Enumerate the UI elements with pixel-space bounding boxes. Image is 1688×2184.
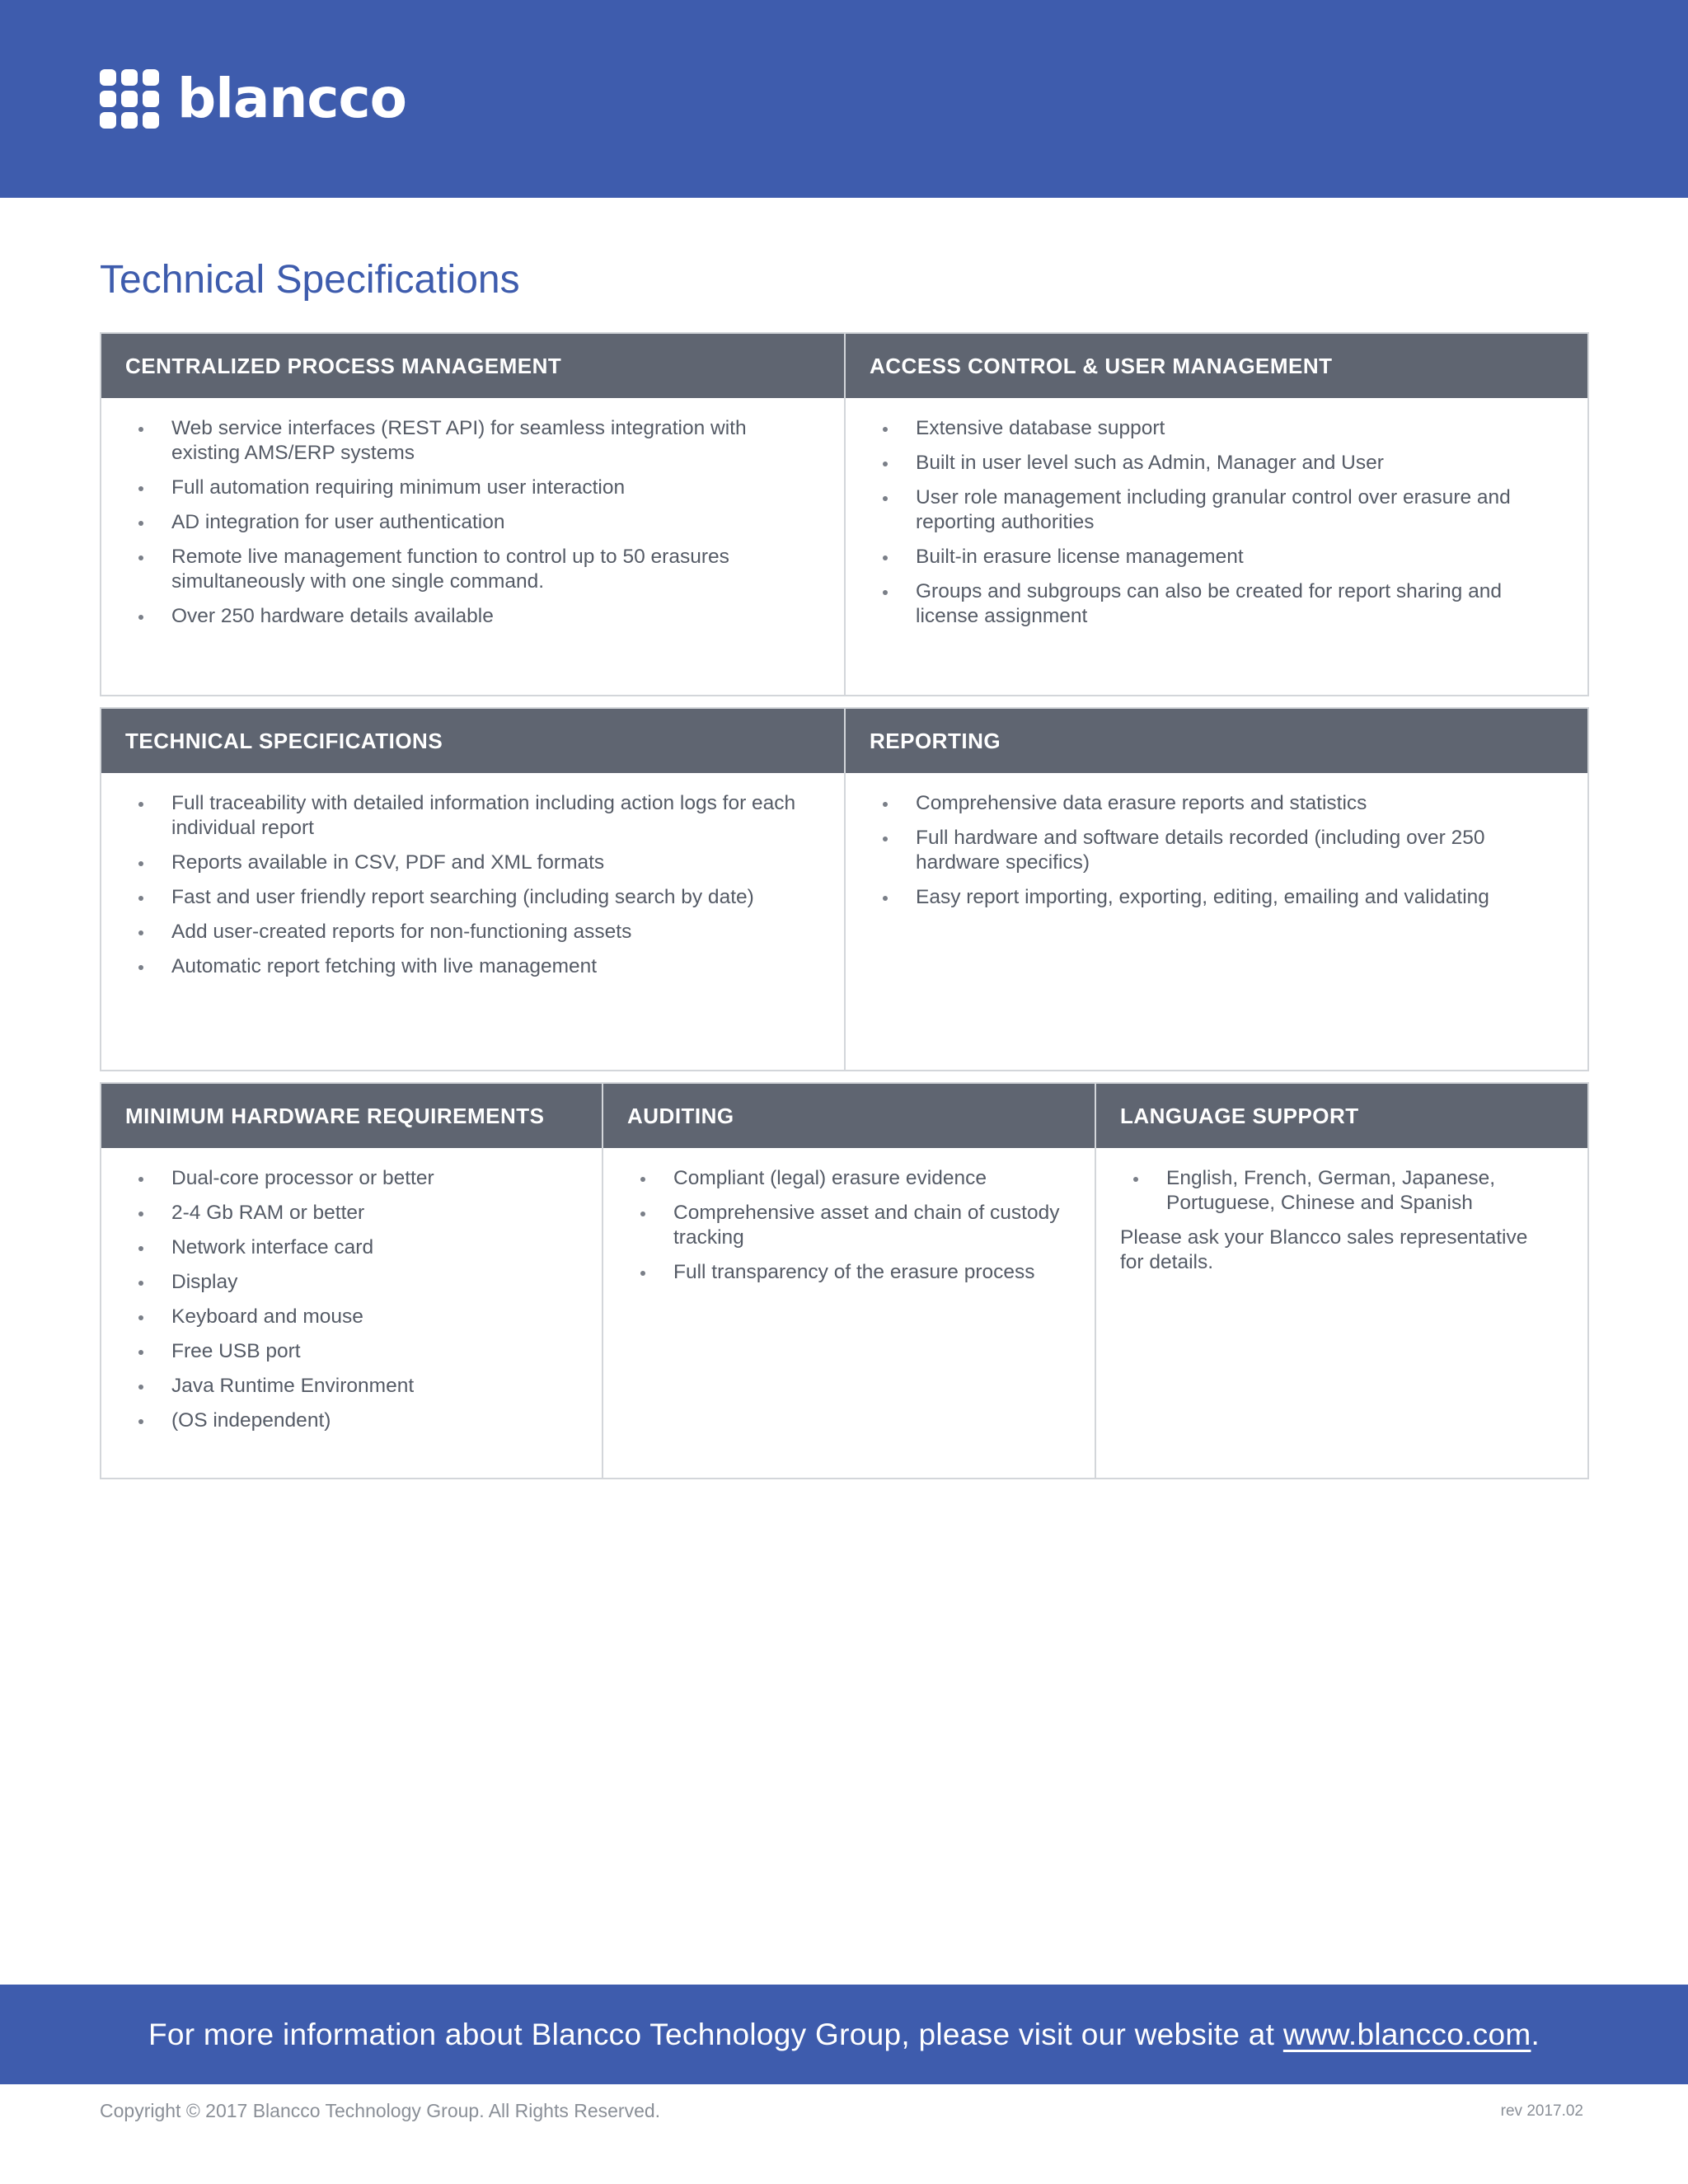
- list-item: Built-in erasure license management: [881, 545, 1554, 569]
- list-item: Add user-created reports for non-functioning assets: [137, 920, 811, 944]
- list-item: Network interface card: [137, 1235, 569, 1260]
- list-item: Web service interfaces (REST API) for seamless integration with existing AMS/ERP systems: [137, 416, 811, 466]
- spec-row-2: [100, 707, 1589, 1071]
- panel-title: LANGUAGE SUPPORT: [1096, 1084, 1587, 1148]
- list-item: (OS independent): [137, 1408, 569, 1433]
- page-title: Technical Specifications: [100, 258, 520, 302]
- list-item: Dual-core processor or better: [137, 1166, 569, 1191]
- panel-title: AUDITING: [603, 1084, 1095, 1148]
- panel-title: REPORTING: [846, 709, 1587, 773]
- feature-list: [137, 791, 811, 979]
- list-item: Reports available in CSV, PDF and XML formats: [137, 851, 811, 875]
- revision-label: rev 2017.02: [1500, 2102, 1583, 2120]
- list-item: Groups and subgroups can also be created for report sharing and license assignment: [881, 579, 1554, 629]
- footer-period: .: [1531, 2017, 1540, 2051]
- list-item: Full traceability with detailed information including action logs for each individual report: [137, 791, 811, 841]
- list-item: Full automation requiring minimum user interaction: [137, 476, 811, 500]
- list-item: Remote live management function to control up to 50 erasures simultaneously with one single command.: [137, 545, 811, 594]
- list-item: English, French, German, Japanese, Portuguese, Chinese and Spanish: [1132, 1166, 1554, 1216]
- list-item: Java Runtime Environment: [137, 1374, 569, 1399]
- list-item: Automatic report fetching with live management: [137, 954, 811, 979]
- panel-title: ACCESS CONTROL & USER MANAGEMENT: [846, 334, 1587, 398]
- list-item: Built in user level such as Admin, Manager and User: [881, 451, 1554, 476]
- panel-centralized-process-management: [101, 334, 846, 695]
- feature-list: [881, 416, 1554, 629]
- panel-reporting: [846, 709, 1587, 1070]
- list-item: 2-4 Gb RAM or better: [137, 1201, 569, 1226]
- list-item: Full transparency of the erasure process: [639, 1260, 1062, 1285]
- panel-title: CENTRALIZED PROCESS MANAGEMENT: [101, 334, 844, 398]
- logo-text: blancco: [177, 67, 406, 130]
- panel-auditing: [603, 1084, 1096, 1478]
- footer-text: For more information about Blancco Technology Group, please visit our website at: [148, 2017, 1283, 2051]
- panel-access-control: [846, 334, 1587, 695]
- list-item: Compliant (legal) erasure evidence: [639, 1166, 1062, 1191]
- blancco-logo[interactable]: [100, 66, 406, 132]
- list-item: Comprehensive asset and chain of custody tracking: [639, 1201, 1062, 1250]
- list-item: Full hardware and software details recorded (including over 250 hardware specifics): [881, 826, 1554, 875]
- feature-list: [881, 791, 1554, 910]
- panel-technical-specifications: [101, 709, 846, 1070]
- copyright-text: Copyright © 2017 Blancco Technology Group. All Rights Reserved.: [100, 2100, 661, 2121]
- logo-dots-icon: [100, 69, 159, 129]
- panel-minimum-hardware-requirements: [101, 1084, 603, 1478]
- website-link[interactable]: www.blancco.com: [1282, 2017, 1531, 2051]
- feature-list: [137, 1166, 569, 1433]
- spec-row-3: [100, 1082, 1589, 1479]
- header-banner: [0, 0, 1688, 198]
- feature-list: [1120, 1166, 1554, 1216]
- panel-title: TECHNICAL SPECIFICATIONS: [101, 709, 844, 773]
- panel-title: MINIMUM HARDWARE REQUIREMENTS: [101, 1084, 602, 1148]
- list-item: User role management including granular control over erasure and reporting authorities: [881, 485, 1554, 535]
- footer-banner: [0, 1985, 1688, 2084]
- list-item: Comprehensive data erasure reports and statistics: [881, 791, 1554, 816]
- sales-note: Please ask your Blancco sales representative for details.: [1120, 1226, 1528, 1273]
- list-item: Free USB port: [137, 1339, 569, 1364]
- list-item: Over 250 hardware details available: [137, 604, 811, 629]
- list-item: Fast and user friendly report searching (including search by date): [137, 885, 811, 910]
- feature-list: [639, 1166, 1062, 1285]
- list-item: Display: [137, 1270, 569, 1295]
- feature-list: [137, 416, 811, 629]
- spec-row-1: [100, 332, 1589, 696]
- panel-language-support: [1096, 1084, 1587, 1478]
- list-item: Extensive database support: [881, 416, 1554, 441]
- list-item: Easy report importing, exporting, editing, emailing and validating: [881, 885, 1554, 910]
- list-item: Keyboard and mouse: [137, 1305, 569, 1329]
- list-item: AD integration for user authentication: [137, 510, 811, 535]
